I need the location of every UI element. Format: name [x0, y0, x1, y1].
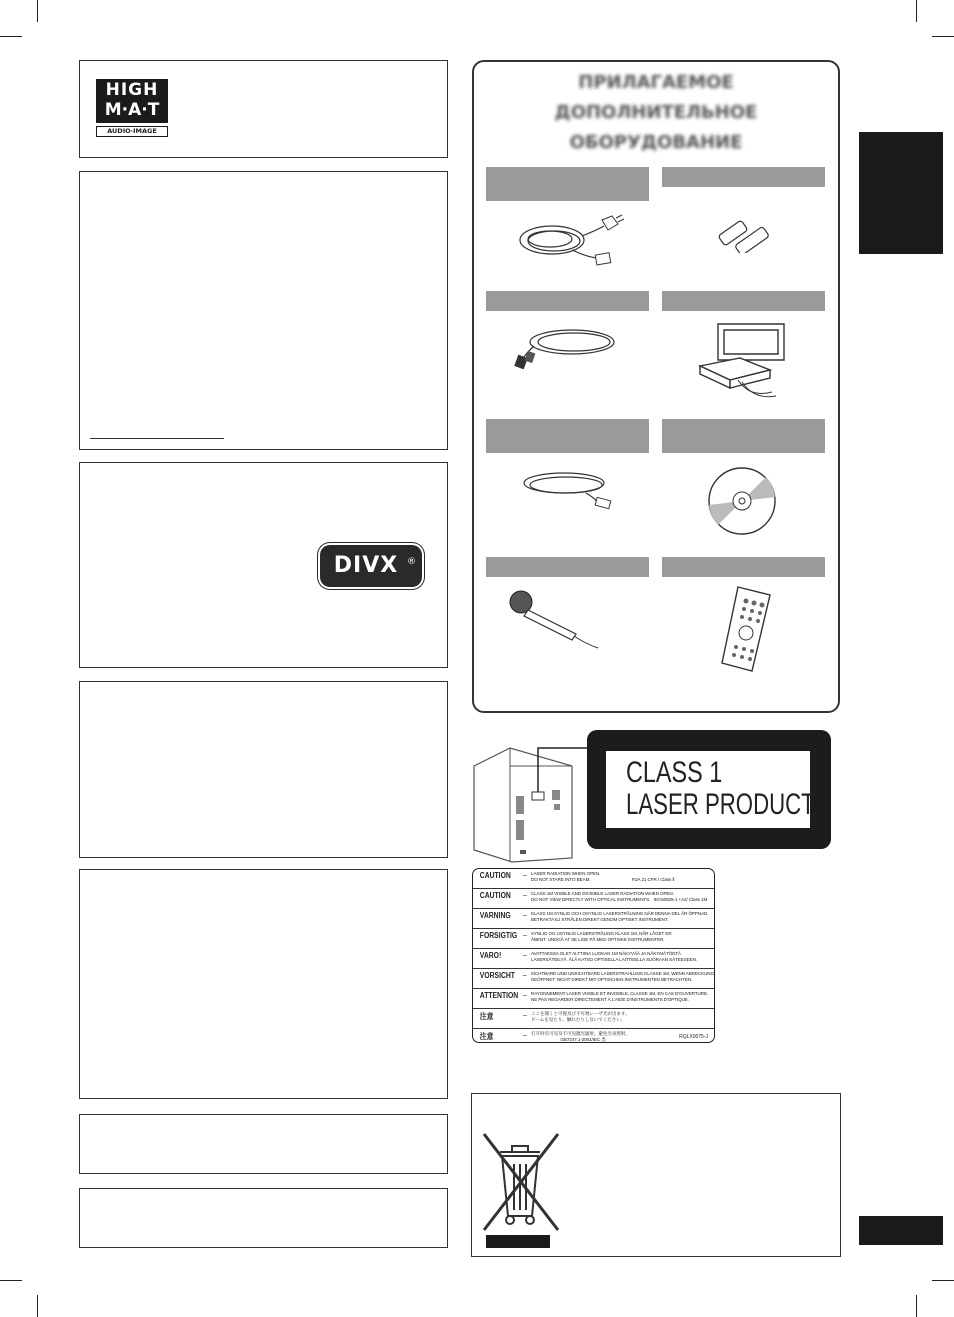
caution-row-key: VARO! [479, 951, 502, 960]
caution-row-key: CAUTION [479, 891, 511, 900]
caution-row [473, 1009, 714, 1029]
language-tab [859, 132, 943, 254]
accessories-title-line1: ПРИЛАГАЕМОЕ ДОПОЛНИТЕЛЬНОЕ [554, 72, 758, 123]
cd-icon [706, 465, 778, 537]
caution-row-text: ここを開くと可視及び不可視レーザ光が出ます。 ビームを見たり、触れたりしないでください。 [531, 1011, 630, 1022]
class-1-label-line2: LASER PRODUCT [626, 788, 815, 821]
crop-mark [0, 36, 22, 37]
caution-row [473, 909, 714, 929]
caution-row-key: VORSICHT [479, 971, 515, 980]
weee-box [471, 1093, 841, 1257]
highmat-logo [94, 77, 172, 140]
caution-row [473, 969, 714, 989]
text-box-3 [79, 681, 448, 858]
accessories-title-line2: ОБОРУДОВАНИЕ [569, 132, 743, 153]
accessory-header-microphone [486, 557, 649, 577]
caution-row-key: CAUTION [479, 871, 511, 880]
divx-reg-mark: ® [407, 557, 416, 567]
page-number-tab [859, 1216, 943, 1245]
caution-row-text: KLASS 1M SYNLIG OCH OSYNLIG LASERSTRÅLNING NÄR DENNA DEL ÄR ÖPPNAD. BETRAKTA EJ STRÅLEN DIREKT GENOM OPTISKT INSTRUMENT. [531, 911, 709, 922]
caution-row [473, 949, 714, 969]
crossed-out-bin-icon [478, 1130, 562, 1238]
highmat-box [79, 60, 448, 158]
underline-rule [90, 438, 224, 439]
crop-mark [932, 36, 954, 37]
caution-row-dash: – [523, 1012, 527, 1019]
caution-row-key: VARNING [479, 911, 511, 920]
accessory-header-power-cord [486, 167, 649, 201]
accessory-header-video-cable [486, 291, 649, 311]
caution-row-text: AVATTAESSA OLET ALTTIINA LUOKAN 1M NÄKYVÄÄ JA NÄKYMÄTÖNTÄ LASERSÄTEILYÄ. ÄLÄ KATSO OPTISELLA LAITTEELLA SUORAAN SÄTEESEEN. [531, 951, 698, 962]
caution-row [473, 869, 714, 889]
caution-row-dash: – [523, 932, 527, 939]
accessory-header-cd [662, 419, 825, 453]
divx-box [79, 462, 448, 668]
caution-row-text: SYNLIG OG USYNLIG LASERSTRÅLING KLASS 1M, NÅR LÅGET ER ÅBENT. UNDGÅ AT SE LIGE PÅ MED OPTISKE INSTRUMENTER. [531, 931, 672, 942]
crop-mark [37, 0, 38, 22]
highmat-logo-line1: HIGH [105, 80, 159, 100]
caution-row [473, 889, 714, 909]
crop-mark [916, 1295, 917, 1317]
batteries-icon [713, 217, 775, 253]
caution-row-text: 打开时有可见及不可见激光辐射。避免光束照射。 GB7247.1-2001/IEC 类 [531, 1031, 630, 1042]
caution-row-key: 注意 [479, 1012, 494, 1021]
weee-bar [486, 1235, 550, 1248]
text-box-6 [79, 1188, 448, 1248]
text-box-1 [79, 171, 448, 450]
caution-row-key: FORSIGTIG [479, 931, 518, 940]
video-cable-icon [512, 322, 620, 370]
microphone-icon [506, 588, 606, 654]
fm-antenna-icon [516, 465, 620, 513]
accessories-title [474, 68, 838, 158]
caution-row-text: CLASS 1M VISIBLE AND INVISIBLE LASER RADIATION WHEN OPEN. DO NOT VIEW DIRECTLY WITH OPTICAL INSTRUMENTS. IEC60825-1 +A2/ Class 1M [531, 891, 708, 902]
accessory-header-fm-antenna [486, 419, 649, 453]
caution-row-dash: – [522, 972, 527, 979]
accessory-header-remote [662, 557, 825, 577]
class-1-label-inner [606, 751, 815, 828]
remote-control-icon [718, 585, 774, 673]
crop-mark [932, 1280, 954, 1281]
caution-row-text: SICHTBARE UND UNSICHTBARE LASERSTRAHLUNG KLASSE 1M, WENN ABDECKUNG GEÖFFNET. NICHT DIREKT MIT OPTISCHEN INSTRUMENTEN BETRACHTEN. [530, 971, 714, 982]
caution-row-key: ATTENTION [479, 991, 519, 1000]
caution-row [473, 1029, 714, 1043]
caution-row-key: 注意 [479, 1032, 494, 1041]
accessory-header-batteries [662, 167, 825, 187]
caution-row-dash: – [523, 952, 527, 959]
divx-logo-text: DIVX [333, 553, 399, 578]
caution-row-text: LASER RADIATION WHEN OPEN. DO NOT STARE INTO BEAM. FDA 21 CFR / Class Ⅱ [531, 871, 675, 882]
text-box-4 [79, 869, 448, 1099]
caution-row-dash: – [523, 992, 527, 999]
crop-mark [0, 1280, 22, 1281]
class-1-label-line1: CLASS 1 [626, 756, 723, 789]
class-1-label [587, 730, 831, 849]
highmat-logo-line2: M·A·T [104, 100, 160, 120]
caution-row-dash: – [523, 912, 527, 919]
accessory-header-am-antenna [662, 291, 825, 311]
highmat-logo-line3: AUDIO·IMAGE [96, 126, 168, 137]
am-antenna-icon [690, 318, 800, 404]
caution-row-dash: – [523, 1032, 527, 1039]
text-box-5 [79, 1114, 448, 1174]
crop-mark [37, 1295, 38, 1317]
crop-mark [916, 0, 917, 22]
laser-caution-label [472, 868, 715, 1043]
caution-row-dash: – [523, 892, 527, 899]
divx-logo [320, 545, 422, 587]
caution-row [473, 989, 714, 1009]
power-cord-icon [512, 212, 624, 268]
caution-row [473, 929, 714, 949]
caution-row-dash: – [523, 872, 527, 879]
unit-illustration [472, 740, 602, 864]
caution-label-code: RQLX0075-J [679, 1034, 708, 1040]
caution-row-text: RAYONNEMENT LASER VISIBLE ET INVISIBLE, CLASSE 1M, EN CAS D'OUVERTURE. NE PAS REGARDER DIRECTEMENT À L'AIDE D'INSTRUMENTS D'OPTIQUE. [531, 991, 709, 1002]
